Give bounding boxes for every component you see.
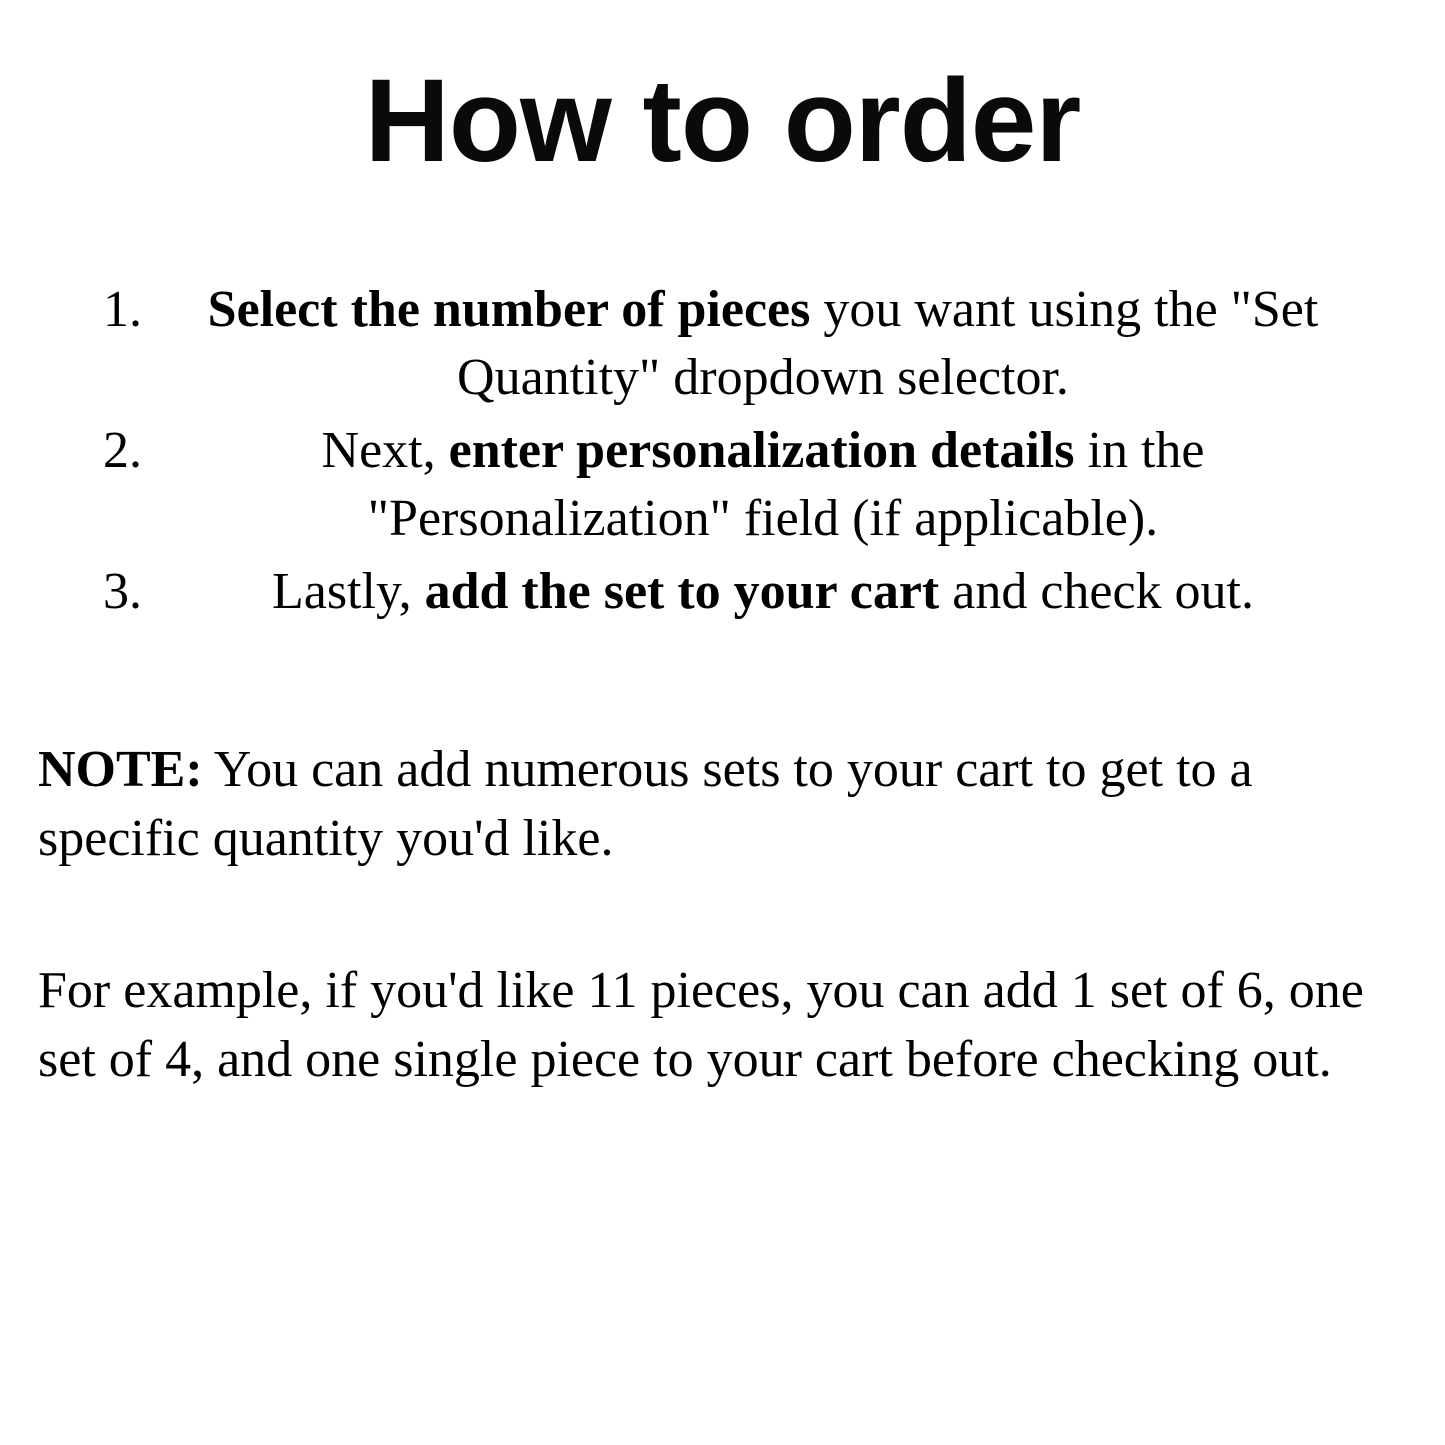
step-rest: in the "Personalization" field (if applicable). [367,422,1205,547]
step-emphasis: enter personalization details [448,422,1075,480]
note-section [0,736,1445,1095]
note-paragraph [38,736,1370,873]
list-item [0,417,1445,552]
step-rest: you want using the "Set Quantity" dropdown selector. [457,281,1319,406]
step-rest: and check out. [939,563,1255,621]
step-pre: Lastly, [271,563,425,621]
step-emphasis: add the set to your cart [424,563,940,621]
step-number: 2. [103,422,142,480]
step-number: 3. [103,563,142,621]
step-text [156,558,1370,626]
step-text [156,417,1370,552]
page-title: How to order [364,55,1081,187]
list-item [0,276,1445,411]
step-number: 1. [103,281,142,338]
ordered-steps-list [0,180,1445,626]
step-emphasis: Select the number of pieces [207,281,811,338]
step-pre: Next, [321,422,449,480]
list-item [0,558,1445,626]
example-paragraph: For example, if you'd like 11 pieces, you can add 1 set of 6, one set of 4, and one single piece to your cart before checking out. [38,962,1364,1088]
step-text [156,276,1370,411]
note-label: NOTE: [38,740,203,798]
note-text: You can add numerous sets to your cart to get to a specific quantity you'd like. [38,740,1253,867]
